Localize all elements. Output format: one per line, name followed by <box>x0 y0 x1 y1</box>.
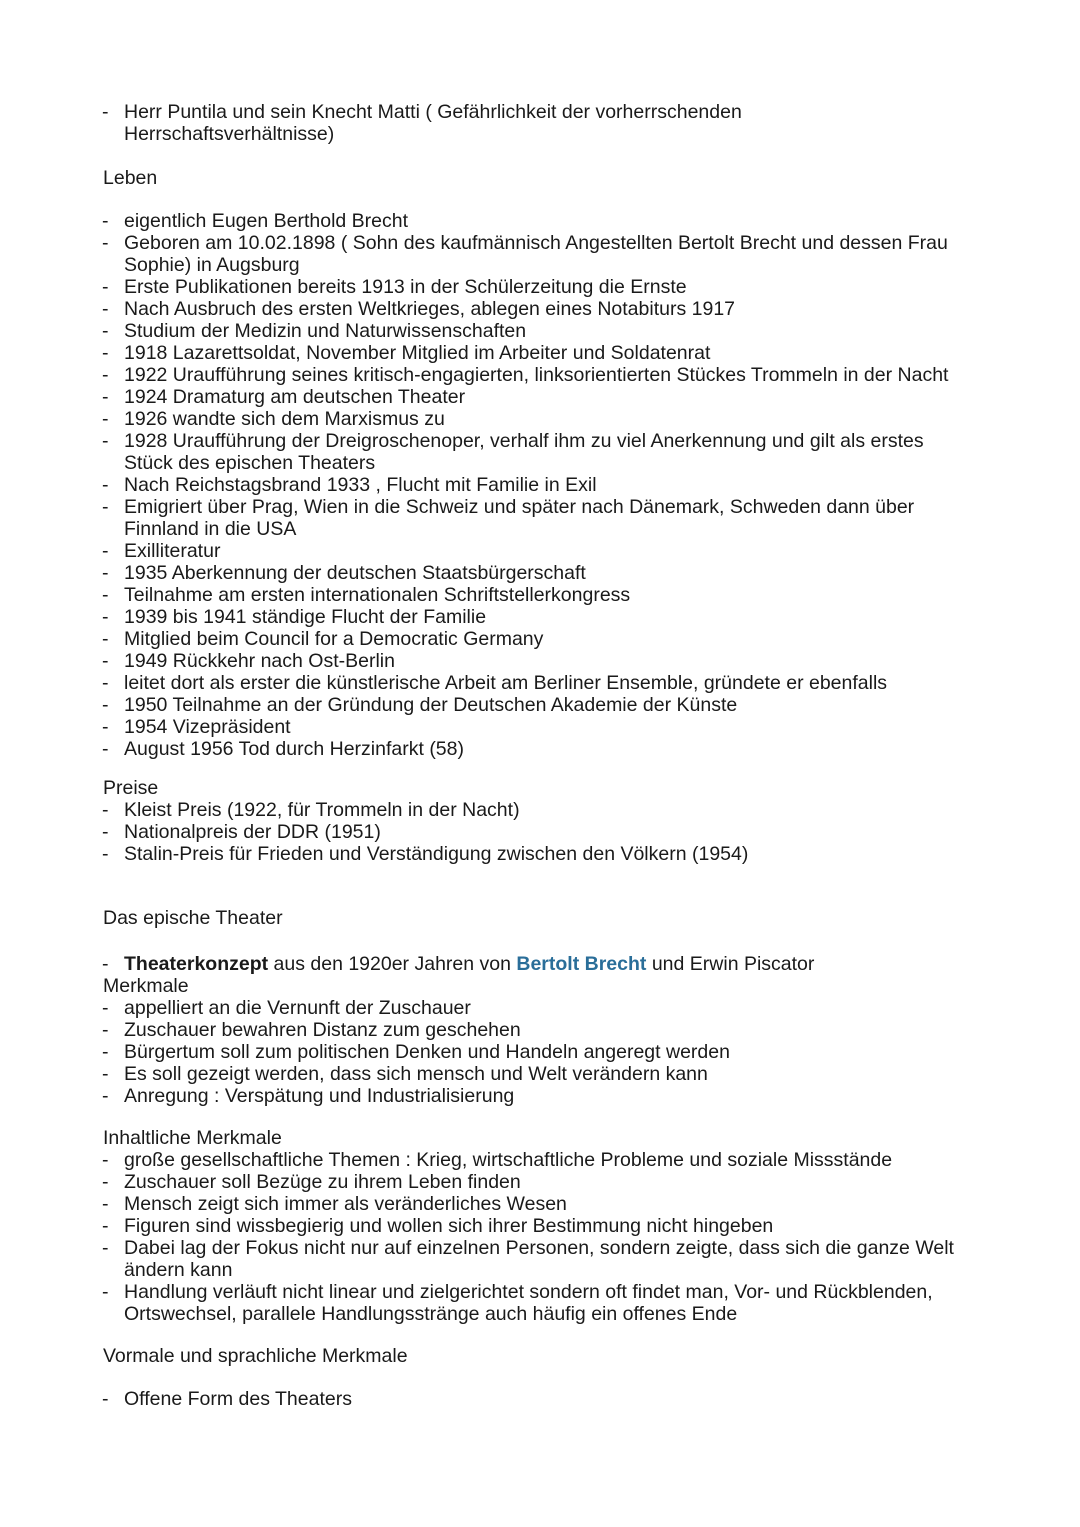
list-item: 1928 Uraufführung der Dreigroschenoper, verhalf ihm zu viel Anerkennung und gilt als erstes <box>124 430 924 452</box>
list-item: 1918 Lazarettsoldat, November Mitglied im Arbeiter und Soldatenrat <box>124 342 711 364</box>
list-item-continuation: Herrschaftsverhältnisse) <box>124 123 335 145</box>
bullet-dash: - <box>102 1388 109 1410</box>
list-item-continuation: Stück des epischen Theaters <box>124 452 376 474</box>
list-item: Erste Publikationen bereits 1913 in der Schülerzeitung die Ernste <box>124 276 687 298</box>
list-item: eigentlich Eugen Berthold Brecht <box>124 210 409 232</box>
bullet-dash: - <box>102 1085 109 1107</box>
bullet-dash: - <box>102 716 109 738</box>
list-item: Teilnahme am ersten internationalen Schriftstellerkongress <box>124 584 631 606</box>
list-item: Zuschauer bewahren Distanz zum geschehen <box>124 1019 521 1041</box>
bullet-dash: - <box>102 474 109 496</box>
list-item: Dabei lag der Fokus nicht nur auf einzelnen Personen, sondern zeigte, dass sich die ganze Welt <box>124 1237 954 1259</box>
subheading-inhaltliche-merkmale: Inhaltliche Merkmale <box>103 1127 282 1149</box>
concept-line <box>124 953 814 975</box>
list-item: 1935 Aberkennung der deutschen Staatsbürgerschaft <box>124 562 586 584</box>
list-item: 1924 Dramaturg am deutschen Theater <box>124 386 466 408</box>
bullet-dash: - <box>102 364 109 386</box>
list-item-continuation: ändern kann <box>124 1259 233 1281</box>
bullet-dash: - <box>102 628 109 650</box>
list-item: Mitglied beim Council for a Democratic Germany <box>124 628 544 650</box>
bullet-dash: - <box>102 320 109 342</box>
bullet-dash: - <box>102 799 109 821</box>
bullet-dash: - <box>102 821 109 843</box>
list-item: Nationalpreis der DDR (1951) <box>124 821 381 843</box>
bullet-dash: - <box>102 496 109 518</box>
bullet-dash: - <box>102 430 109 452</box>
bullet-dash: - <box>102 650 109 672</box>
bullet-dash: - <box>102 1019 109 1041</box>
list-item: Studium der Medizin und Naturwissenschaften <box>124 320 527 342</box>
section-heading-leben: Leben <box>103 167 158 189</box>
bullet-dash: - <box>102 1149 109 1171</box>
list-item-continuation: Sophie) in Augsburg <box>124 254 300 276</box>
list-item: Figuren sind wissbegierig und wollen sich ihrer Bestimmung nicht hingeben <box>124 1215 774 1237</box>
list-item: appelliert an die Vernunft der Zuschauer <box>124 997 471 1019</box>
list-item: Nach Ausbruch des ersten Weltkrieges, ablegen eines Notabiturs 1917 <box>124 298 736 320</box>
list-item: Nach Reichstagsbrand 1933 , Flucht mit Familie in Exil <box>124 474 597 496</box>
list-item: Geboren am 10.02.1898 ( Sohn des kaufmännisch Angestellten Bertolt Brecht und dessen Frau <box>124 232 948 254</box>
bullet-dash: - <box>102 1215 109 1237</box>
subheading-merkmale: Merkmale <box>103 975 189 997</box>
list-item: Es soll gezeigt werden, dass sich mensch und Welt verändern kann <box>124 1063 708 1085</box>
bullet-dash: - <box>102 562 109 584</box>
bullet-dash: - <box>102 584 109 606</box>
bertolt-brecht-link[interactable]: Bertolt Brecht <box>516 953 647 975</box>
bullet-dash: - <box>102 1237 109 1259</box>
bullet-dash: - <box>102 1281 109 1303</box>
bullet-dash: - <box>102 342 109 364</box>
concept-bold-term: Theaterkonzept <box>124 953 269 975</box>
list-item: Zuschauer soll Bezüge zu ihrem Leben finden <box>124 1171 521 1193</box>
list-item: Herr Puntila und sein Knecht Matti ( Gefährlichkeit der vorherrschenden <box>124 101 742 123</box>
bullet-dash: - <box>102 953 109 975</box>
list-item: Mensch zeigt sich immer als veränderliches Wesen <box>124 1193 567 1215</box>
bullet-dash: - <box>102 843 109 865</box>
bullet-dash: - <box>102 1193 109 1215</box>
bullet-dash: - <box>102 997 109 1019</box>
subheading-formale-merkmale: Vormale und sprachliche Merkmale <box>103 1345 408 1367</box>
list-item-continuation: Finnland in die USA <box>124 518 297 540</box>
list-item: 1954 Vizepräsident <box>124 716 291 738</box>
bullet-dash: - <box>102 606 109 628</box>
bullet-dash: - <box>102 232 109 254</box>
bullet-dash: - <box>102 101 109 123</box>
list-item: große gesellschaftliche Themen : Krieg, wirtschaftliche Probleme und soziale Missstände <box>124 1149 893 1171</box>
bullet-dash: - <box>102 386 109 408</box>
list-item: 1922 Uraufführung seines kritisch-engagierten, linksorientierten Stückes Trommeln in der Nacht <box>124 364 949 386</box>
list-item: Bürgertum soll zum politischen Denken und Handeln angeregt werden <box>124 1041 730 1063</box>
bullet-dash: - <box>102 1041 109 1063</box>
list-item: 1950 Teilnahme an der Gründung der Deutschen Akademie der Künste <box>124 694 738 716</box>
list-item: Handlung verläuft nicht linear und zielgerichtet sondern oft findet man, Vor- und Rückblenden, <box>124 1281 933 1303</box>
list-item: Kleist Preis (1922, für Trommeln in der Nacht) <box>124 799 520 821</box>
list-item: August 1956 Tod durch Herzinfarkt (58) <box>124 738 464 760</box>
concept-text-end: und Erwin Piscator <box>646 953 815 975</box>
bullet-dash: - <box>102 210 109 232</box>
list-item: 1949 Rückkehr nach Ost-Berlin <box>124 650 395 672</box>
bullet-dash: - <box>102 276 109 298</box>
bullet-dash: - <box>102 298 109 320</box>
bullet-dash: - <box>102 1063 109 1085</box>
bullet-dash: - <box>102 408 109 430</box>
list-item: Anregung : Verspätung und Industrialisierung <box>124 1085 515 1107</box>
list-item: Exilliteratur <box>124 540 221 562</box>
bullet-dash: - <box>102 1171 109 1193</box>
list-item: leitet dort als erster die künstlerische Arbeit am Berliner Ensemble, gründete er ebenfalls <box>124 672 888 694</box>
section-heading-preise: Preise <box>103 777 159 799</box>
bullet-dash: - <box>102 672 109 694</box>
concept-text: aus den 1920er Jahren von <box>268 953 517 975</box>
list-item: Stalin-Preis für Frieden und Verständigung zwischen den Völkern (1954) <box>124 843 749 865</box>
list-item: Offene Form des Theaters <box>124 1388 352 1410</box>
bullet-dash: - <box>102 694 109 716</box>
list-item: 1939 bis 1941 ständige Flucht der Familie <box>124 606 487 628</box>
list-item: 1926 wandte sich dem Marxismus zu <box>124 408 445 430</box>
bullet-dash: - <box>102 738 109 760</box>
bullet-dash: - <box>102 540 109 562</box>
list-item-continuation: Ortswechsel, parallele Handlungsstränge auch häufig ein offenes Ende <box>124 1303 738 1325</box>
section-heading-episches-theater: Das epische Theater <box>103 907 283 929</box>
list-item: Emigriert über Prag, Wien in die Schweiz und später nach Dänemark, Schweden dann über <box>124 496 915 518</box>
